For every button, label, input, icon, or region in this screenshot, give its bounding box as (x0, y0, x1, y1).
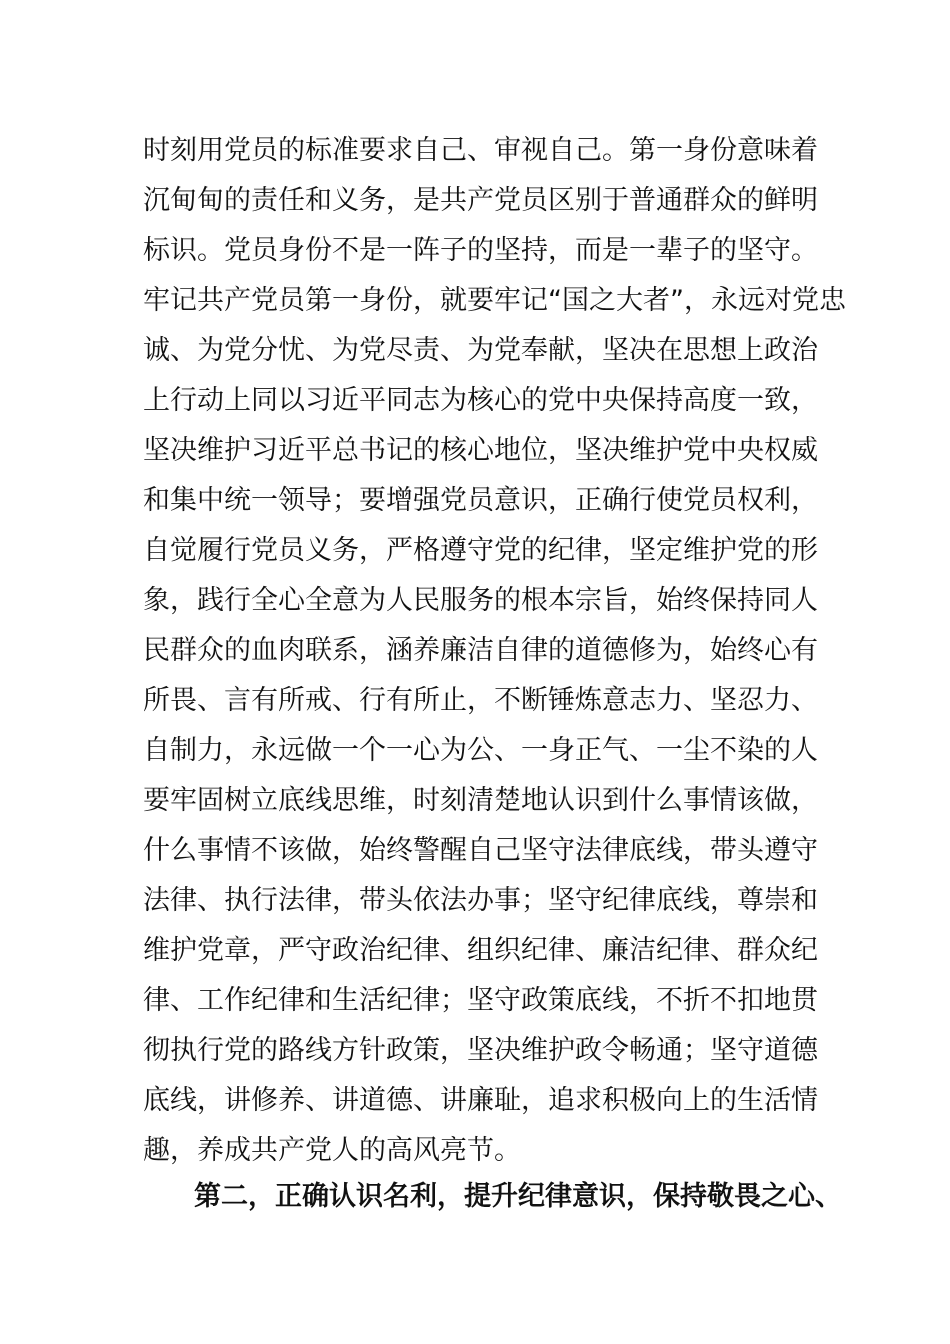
body-line: 牢记共产党员第一身份，就要牢记“国之大者”，永远对党忠 (143, 285, 846, 316)
body-line: 彻执行党的路线方针政策，坚决维护政令畅通；坚守道德 (143, 1035, 818, 1066)
body-line: 自觉履行党员义务，严格遵守党的纪律，坚定维护党的形 (143, 535, 818, 566)
body-line: 所畏、言有所戒、行有所止，不断锤炼意志力、坚忍力、 (143, 685, 818, 716)
body-line: 底线，讲修养、讲道德、讲廉耻，追求积极向上的生活情 (143, 1085, 818, 1116)
body-line: 诚、为党分忧、为党尽责、为党奉献，坚决在思想上政治 (143, 335, 818, 366)
body-line: 和集中统一领导；要增强党员意识，正确行使党员权利， (143, 485, 818, 516)
body-line: 维护党章，严守政治纪律、组织纪律、廉洁纪律、群众纪 (143, 935, 818, 966)
body-line: 沉甸甸的责任和义务，是共产党员区别于普通群众的鲜明 (143, 185, 818, 216)
body-line: 坚决维护习近平总书记的核心地位，坚决维护党中央权威 (143, 435, 818, 466)
body-line: 趣，养成共产党人的高风亮节。 (143, 1135, 521, 1166)
body-line: 上行动上同以习近平同志为核心的党中央保持高度一致， (143, 385, 818, 416)
body-line: 要牢固树立底线思维，时刻清楚地认识到什么事情该做， (143, 785, 818, 816)
body-line: 什么事情不该做，始终警醒自己坚守法律底线，带头遵守 (143, 835, 818, 866)
body-line: 标识。党员身份不是一阵子的坚持，而是一辈子的坚守。 (143, 235, 818, 266)
body-line: 时刻用党员的标准要求自己、审视自己。第一身份意味着 (143, 135, 818, 166)
body-line: 民群众的血肉联系，涵养廉洁自律的道德修为，始终心有 (143, 635, 818, 666)
body-line: 自制力，永远做一个一心为公、一身正气、一尘不染的人 (143, 735, 818, 766)
body-line: 律、工作纪律和生活纪律；坚守政策底线，不折不扣地贯 (143, 985, 818, 1016)
section-heading: 第二，正确认识名利，提升纪律意识，保持敬畏之心、 (194, 1181, 842, 1212)
body-paragraph (143, 126, 846, 1176)
body-line: 象，践行全心全意为人民服务的根本宗旨，始终保持同人 (143, 585, 818, 616)
body-line: 法律、执行法律，带头依法办事；坚守纪律底线，尊崇和 (143, 885, 818, 916)
